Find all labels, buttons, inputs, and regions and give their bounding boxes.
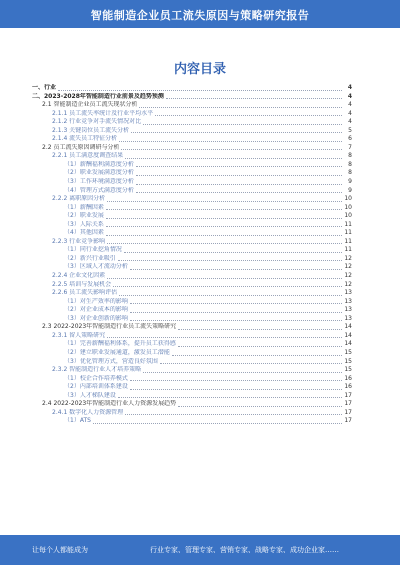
- toc-entry[interactable]: [32, 255, 352, 264]
- toc-leader-dots: [160, 363, 342, 364]
- toc-leader-dots: [107, 278, 342, 279]
- toc-entry[interactable]: [32, 298, 352, 307]
- toc-leader-dots: [130, 269, 342, 270]
- toc-entry-title: （2）职业发展满意度分析: [64, 169, 134, 177]
- toc-entry-title: （1）校企合作培养模式: [64, 374, 128, 382]
- toc-entry-page-number: 4: [348, 118, 352, 126]
- toc-entry-title: （3）对企业创新的影响: [64, 314, 128, 322]
- toc-entry-title: 2.2 员工流失原因调研与分析: [42, 143, 120, 151]
- toc-leader-dots: [130, 303, 342, 304]
- toc-entry[interactable]: [32, 204, 352, 213]
- toc-leader-dots: [136, 166, 342, 167]
- toc-entry-title: 2.4 2022-2023年智能制造行业人力资源发展趋势: [42, 400, 177, 408]
- toc-entry-title: （1）薪酬福利满意度分析: [64, 160, 134, 168]
- toc-leader-dots: [143, 124, 342, 125]
- toc-leader-dots: [131, 132, 342, 133]
- toc-entry[interactable]: [32, 383, 352, 392]
- toc-entry[interactable]: [32, 306, 352, 315]
- toc-entry-title: 2.2.1 员工满意度调查结果: [52, 152, 124, 160]
- toc-entry-page-number: 11: [344, 246, 352, 254]
- toc-entry[interactable]: [32, 289, 352, 298]
- toc-leader-dots: [139, 107, 342, 108]
- page-footer-bar: [0, 535, 400, 565]
- toc-leader-dots: [130, 320, 342, 321]
- toc-entry[interactable]: [32, 392, 352, 401]
- toc-entry[interactable]: [32, 340, 352, 349]
- toc-leader-dots: [106, 235, 342, 236]
- toc-entry-title: （2）新兴行业吸引: [64, 254, 116, 262]
- toc-entry[interactable]: [32, 263, 352, 272]
- toc-entry-page-number: 17: [344, 408, 352, 416]
- toc-entry-title: 一、行业: [32, 84, 57, 91]
- toc-entry-title: 2.3 2022-2023年智能制造行业员工流失策略研究: [42, 323, 177, 331]
- toc-leader-dots: [121, 149, 342, 150]
- toc-entry-title: 2.1.4 流失员工特征分析: [52, 135, 118, 143]
- toc-entry[interactable]: [32, 417, 352, 426]
- toc-leader-dots: [178, 406, 342, 407]
- toc-entry-page-number: 4: [348, 101, 352, 109]
- toc-entry-title: 2.1.3 关键岗位员工流失分析: [52, 126, 130, 134]
- toc-entry-page-number: 9: [348, 178, 352, 186]
- toc-entry[interactable]: [32, 238, 352, 247]
- toc-entry[interactable]: [32, 127, 352, 136]
- toc-entry-title: （2）职业发展: [64, 212, 104, 220]
- toc-entry[interactable]: [32, 323, 352, 332]
- toc-leader-dots: [106, 226, 342, 227]
- toc-entry-page-number: 15: [344, 348, 352, 356]
- toc-entry-title: （3）工作环境满意度分析: [64, 178, 134, 186]
- toc-entry-title: （1）对生产效率的影响: [64, 297, 128, 305]
- toc-entry-page-number: 17: [344, 391, 352, 399]
- toc-entry-page-number: 11: [344, 220, 352, 228]
- toc-entry-page-number: 14: [344, 331, 352, 339]
- toc-leader-dots: [130, 389, 342, 390]
- toc-heading: 内容目录: [173, 62, 226, 77]
- toc-entry-page-number: 13: [344, 297, 352, 305]
- toc-entry-page-number: 8: [348, 169, 352, 177]
- toc-entry[interactable]: [32, 118, 352, 127]
- toc-entry[interactable]: [32, 161, 352, 170]
- toc-entry-page-number: 12: [344, 254, 352, 262]
- toc-entry-title: （1）完善薪酬福利体系，提升员工获得感: [64, 340, 176, 348]
- toc-entry-title: （4）管理方式满意度分析: [64, 186, 134, 194]
- toc-leader-dots: [143, 372, 342, 373]
- toc-entry-title: 2.2.4 企业文化因素: [52, 272, 106, 280]
- toc-entry-title: （1）ATS: [64, 417, 91, 425]
- toc-leader-dots: [130, 312, 342, 313]
- toc-entry-page-number: 14: [344, 340, 352, 348]
- toc-entry-page-number: 13: [344, 314, 352, 322]
- toc-entry-title: 2.3.1 留人策略研究: [52, 331, 106, 339]
- toc-entry-title: 2.2.6 员工流失影响评估: [52, 289, 118, 297]
- toc-leader-dots: [166, 98, 342, 99]
- page-header-bar: [0, 0, 400, 28]
- toc-entry[interactable]: [32, 84, 352, 93]
- toc-leader-dots: [93, 423, 342, 424]
- toc-leader-dots: [119, 141, 342, 142]
- toc-leader-dots: [178, 346, 342, 347]
- toc-leader-dots: [155, 115, 342, 116]
- toc-entry-page-number: 15: [344, 366, 352, 374]
- toc-entry[interactable]: [32, 187, 352, 196]
- report-title: 智能制造企业员工流失原因与策略研究报告: [90, 9, 310, 22]
- toc-entry-page-number: 10: [344, 212, 352, 220]
- toc-entry[interactable]: [32, 358, 352, 367]
- footer-slogan-left: 让每个人都能成为: [32, 546, 88, 554]
- toc-entry[interactable]: [32, 375, 352, 384]
- toc-leader-dots: [119, 295, 342, 296]
- toc-entry[interactable]: [32, 281, 352, 290]
- toc-entry[interactable]: [32, 272, 352, 281]
- toc-entry-page-number: 7: [348, 143, 352, 151]
- toc-entry-page-number: 6: [348, 135, 352, 143]
- toc-leader-dots: [107, 337, 342, 338]
- toc-entry-page-number: 13: [344, 289, 352, 297]
- toc-entry-title: （3）区域人才流动分析: [64, 263, 128, 271]
- toc-entry-page-number: 8: [348, 152, 352, 160]
- toc-entry[interactable]: [32, 144, 352, 153]
- toc-entry[interactable]: [32, 195, 352, 204]
- toc-entry-page-number: 12: [344, 263, 352, 271]
- toc-entry[interactable]: [32, 221, 352, 230]
- toc-leader-dots: [178, 329, 342, 330]
- toc-entry-page-number: 13: [344, 306, 352, 314]
- toc-entry-page-number: 10: [344, 203, 352, 211]
- toc-entry[interactable]: [32, 110, 352, 119]
- toc-entry-page-number: 4: [348, 109, 352, 117]
- toc-entry[interactable]: [32, 400, 352, 409]
- toc-entry-title: （2）对企业成本的影响: [64, 306, 128, 314]
- toc-entry[interactable]: [32, 93, 352, 102]
- table-of-contents: [32, 84, 352, 426]
- toc-entry[interactable]: [32, 152, 352, 161]
- toc-entry[interactable]: [32, 229, 352, 238]
- toc-entry-page-number: 16: [344, 383, 352, 391]
- footer-slogan-right: 行业专家、管理专家、营销专家、战略专家、成功企业家……: [150, 546, 339, 554]
- toc-entry-title: 2.1 智能制造企业员工流失现状分析: [42, 101, 138, 109]
- toc-entry-page-number: 5: [348, 126, 352, 134]
- toc-entry-page-number: 8: [348, 160, 352, 168]
- toc-leader-dots: [125, 158, 342, 159]
- toc-entry-page-number: 15: [344, 357, 352, 365]
- toc-entry[interactable]: [32, 101, 352, 110]
- toc-leader-dots: [107, 201, 342, 202]
- toc-entry[interactable]: [32, 169, 352, 178]
- toc-entry-page-number: 12: [344, 272, 352, 280]
- toc-entry-title: 2.1.2 行业竞争对手流失情况对比: [52, 118, 142, 126]
- toc-entry-title: 2.2.2 离职原因分析: [52, 195, 106, 203]
- toc-entry-title: （3）人际关系: [64, 220, 104, 228]
- toc-entry-title: 2.4.1 数字化人力资源管理: [52, 408, 124, 416]
- toc-entry-title: （4）其他因素: [64, 229, 104, 237]
- toc-leader-dots: [118, 397, 342, 398]
- toc-entry-page-number: 17: [344, 400, 352, 408]
- toc-entry-title: （1）同行业挖角情况: [64, 246, 122, 254]
- toc-entry[interactable]: [32, 349, 352, 358]
- toc-leader-dots: [125, 414, 342, 415]
- toc-entry[interactable]: [32, 366, 352, 375]
- toc-entry-page-number: 14: [344, 323, 352, 331]
- toc-entry-title: 2.2.3 行业竞争影响: [52, 237, 106, 245]
- toc-entry-title: （3）人才梯队建设: [64, 391, 116, 399]
- toc-entry-title: 2.1.1 员工流失率统计及行业平均水平: [52, 109, 154, 117]
- toc-entry-title: （1）薪酬因素: [64, 203, 104, 211]
- toc-leader-dots: [118, 260, 342, 261]
- toc-entry-title: （2）建立职业发展通道，激发员工潜能: [64, 348, 170, 356]
- toc-leader-dots: [58, 90, 342, 91]
- toc-entry[interactable]: [32, 409, 352, 418]
- toc-entry[interactable]: [32, 135, 352, 144]
- toc-leader-dots: [106, 218, 342, 219]
- toc-leader-dots: [113, 286, 342, 287]
- toc-entry[interactable]: [32, 332, 352, 341]
- toc-entry-page-number: 11: [344, 229, 352, 237]
- toc-leader-dots: [107, 243, 342, 244]
- toc-entry-title: 2.3.2 智能制造行业人才培养策略: [52, 366, 142, 374]
- toc-entry[interactable]: [32, 315, 352, 324]
- toc-entry[interactable]: [32, 246, 352, 255]
- toc-leader-dots: [124, 252, 342, 253]
- toc-entry-title: （3）优化管理方式，营造良好氛围: [64, 357, 158, 365]
- toc-leader-dots: [136, 184, 342, 185]
- toc-leader-dots: [106, 209, 342, 210]
- toc-entry-page-number: 16: [344, 374, 352, 382]
- toc-entry-title: 2.2.5 培训与发展机会: [52, 280, 112, 288]
- toc-entry-page-number: 4: [347, 84, 352, 91]
- toc-leader-dots: [130, 380, 342, 381]
- toc-entry-title: 二、2023-2028年智能制造行业前景及趋势预测: [32, 92, 164, 100]
- toc-entry[interactable]: [32, 212, 352, 221]
- toc-entry-title: （2）内部培训体系建设: [64, 383, 128, 391]
- toc-entry-page-number: 11: [344, 237, 352, 245]
- toc-entry-page-number: 12: [344, 280, 352, 288]
- toc-leader-dots: [172, 355, 342, 356]
- toc-leader-dots: [136, 192, 342, 193]
- toc-entry[interactable]: [32, 178, 352, 187]
- toc-entry-page-number: 10: [344, 195, 352, 203]
- toc-leader-dots: [136, 175, 342, 176]
- toc-entry-page-number: 17: [344, 417, 352, 425]
- toc-entry-page-number: 9: [348, 186, 352, 194]
- toc-entry-page-number: 4: [347, 92, 352, 100]
